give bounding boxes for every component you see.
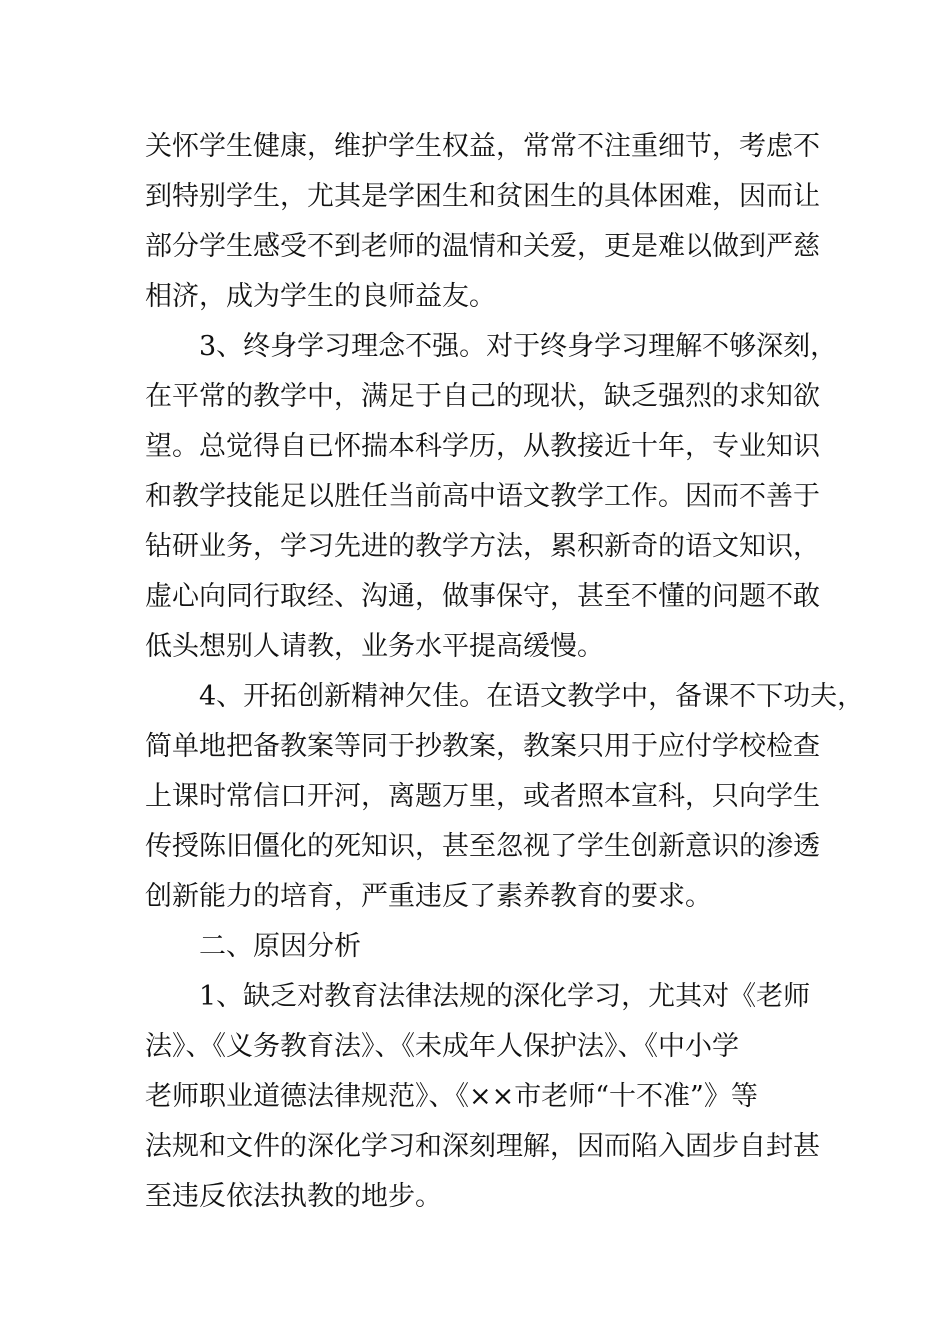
text-line: 部分学生感受不到老师的温情和关爱，更是难以做到严慈 — [145, 231, 820, 262]
text-line: 上课时常信口开河，离题万里，或者照本宣科，只向学生 — [145, 781, 820, 812]
text-line: 法规和文件的深化学习和深刻理解，因而陷入固步自封甚 — [145, 1131, 820, 1162]
text-line: 关怀学生健康，维护学生权益，常常不注重细节，考虑不 — [145, 131, 820, 162]
text-line: 简单地把备教案等同于抄教案，教案只用于应付学校检查 — [145, 731, 820, 762]
text-line: 传授陈旧僵化的死知识，甚至忽视了学生创新意识的渗透 — [145, 831, 820, 862]
text-line: 法》、《义务教育法》、《未成年人保护法》、《中小学 — [145, 1031, 739, 1062]
text-line: 低头想别人请教，业务水平提高缓慢。 — [145, 631, 604, 662]
text-line: 望。总觉得自已怀揣本科学历，从教接近十年，专业知识 — [145, 431, 820, 462]
text-line: 二、原因分析 — [199, 931, 361, 962]
text-line: 虚心向同行取经、沟通，做事保守，甚至不懂的问题不敢 — [145, 581, 820, 612]
text-line: 1、缺乏对教育法律法规的深化学习，尤其对《老师 — [199, 981, 811, 1012]
text-line: 至违反依法执教的地步。 — [145, 1181, 442, 1212]
text-line: 创新能力的培育，严重违反了素养教育的要求。 — [145, 881, 712, 912]
text-line: 和教学技能足以胜任当前高中语文教学工作。因而不善于 — [145, 481, 820, 512]
text-line: 在平常的教学中，满足于自己的现状，缺乏强烈的求知欲 — [145, 381, 820, 412]
text-line: 钻研业务，学习先进的教学方法，累积新奇的语文知识， — [145, 531, 820, 562]
text-line: 3、终身学习理念不强。对于终身学习理解不够深刻， — [199, 331, 838, 362]
text-line: 老师职业道德法律规范》、《××市老师“十不准”》等 — [145, 1081, 758, 1112]
text-line: 4、开拓创新精神欠佳。在语文教学中，备课不下功夫， — [199, 681, 865, 712]
text-line: 相济，成为学生的良师益友。 — [145, 281, 496, 312]
body-text — [145, 122, 865, 1222]
text-line: 到特别学生，尤其是学困生和贫困生的具体困难，因而让 — [145, 181, 820, 212]
